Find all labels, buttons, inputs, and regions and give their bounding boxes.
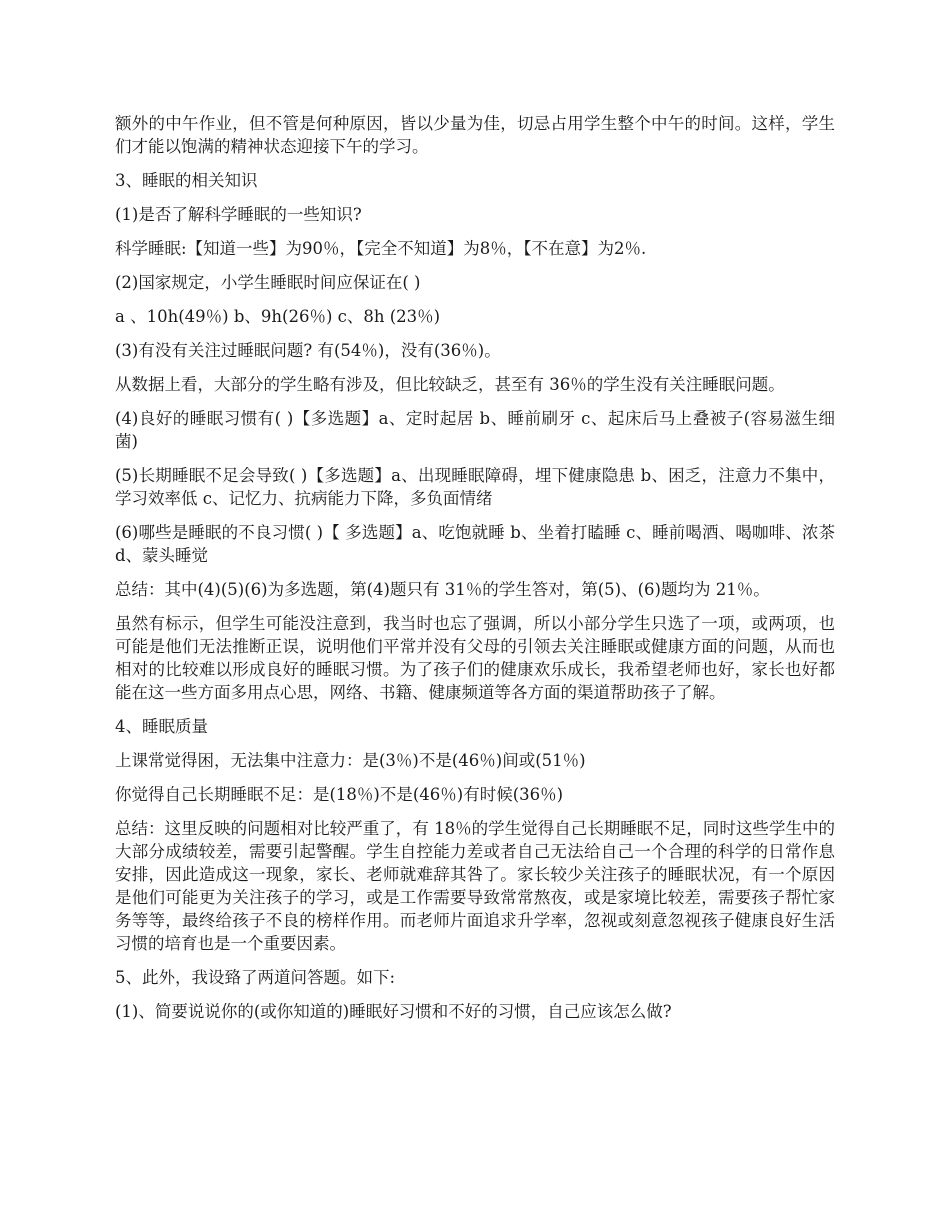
paragraph-lunch-homework: 额外的中午作业，但不管是何种原因，皆以少量为佳，切忌占用学生整个中午的时间。这样，学生们才能以饱满的精神状态迎接下午的学习。 bbox=[115, 114, 835, 156]
quality-question-insufficient: 你觉得自己长期睡眠不足：是(18％)不是(46％)有时候(36％) bbox=[115, 785, 564, 804]
paragraph-analysis: 虽然有标示，但学生可能没注意到，我当时也忘了强调，所以小部分学生只选了一项，或两项，也可能是他们无法推断正误，说明他们平常并没有父母的引领去关注睡眠或健康方面的问题，从而也相对的比较难以形成良好的睡眠习惯。为了孩子们的健康欢乐成长，我希望老师也好，家长也好都能在这一些方面多用点心思，网络、书籍、健康频道等各方面的渠道帮助孩子了解。 bbox=[115, 614, 835, 702]
section-heading-open-questions: 5、此外，我设臵了两道问答题。如下: bbox=[115, 968, 396, 987]
question-4: (4)良好的睡眠习惯有( )【多选题】a、定时起居 b、睡前刷牙 c、起床后马上叠被子(容易滋生细菌) bbox=[115, 409, 835, 451]
summary-sleep-quality: 总结：这里反映的问题相对比较严重了，有 18％的学生觉得自己长期睡眠不足，同时这些学生中的大部分成绩较差，需要引起警醒。学生自控能力差或者自己无法给自己一个合理的科学的日常作息安排，因此造成这一现象，家长、老师就难辞其咎了。家长较少关注孩子的睡眠状况，有一个原因是他们可能更为关注孩子的学习，或是工作需要导致常常熬夜，或是家境比较差，需要孩子帮忙家务等等，最终给孩子不良的榜样作用。而老师片面追求升学率，忽视或刻意忽视孩子健康良好生活习惯的培育也是一个重要因素。 bbox=[115, 819, 835, 953]
question-1: (1)是否了解科学睡眠的一些知识? bbox=[115, 205, 362, 224]
question-6: (6)哪些是睡眠的不良习惯( )【 多选题】a、吃饱就睡 b、坐着打瞌睡 c、睡前喝酒、喝咖啡、浓茶 d、蒙头睡觉 bbox=[115, 523, 835, 565]
answer-1-stats: 科学睡眠:【知道一些】为90％，【完全不知道】为8％，【不在意】为2％. bbox=[115, 239, 647, 258]
quality-question-sleepy: 上课常觉得困，无法集中注意力：是(3％)不是(46％)间或(51％) bbox=[115, 751, 586, 770]
section-heading-sleep-quality: 4、睡眠质量 bbox=[115, 717, 208, 736]
document-page bbox=[115, 112, 835, 1034]
answer-2-stats: a 、10h(49％) b、9h(26％) c、8h (23％) bbox=[115, 307, 441, 326]
summary-multiple-choice: 总结：其中(4)(5)(6)为多选题，第(4)题只有 31％的学生答对，第(5)、(6)题均为 21％。 bbox=[115, 580, 770, 599]
data-observation: 从数据上看，大部分的学生略有涉及，但比较缺乏，甚至有 36％的学生没有关注睡眠问题。 bbox=[115, 375, 785, 394]
section-heading-sleep-knowledge: 3、睡眠的相关知识 bbox=[115, 171, 258, 190]
open-question-1: (1)、简要说说你的(或你知道的)睡眠好习惯和不好的习惯，自己应该怎么做? bbox=[115, 1002, 672, 1021]
question-2: (2)国家规定，小学生睡眠时间应保证在( ) bbox=[115, 273, 421, 292]
question-3: (3)有没有关注过睡眠问题? 有(54％)，没有(36％)。 bbox=[115, 341, 501, 360]
question-5: (5)长期睡眠不足会导致( )【多选题】a、出现睡眠障碍，埋下健康隐患 b、困乏，注意力不集中，学习效率低 c、记忆力、抗病能力下降，多负面情绪 bbox=[115, 466, 835, 508]
